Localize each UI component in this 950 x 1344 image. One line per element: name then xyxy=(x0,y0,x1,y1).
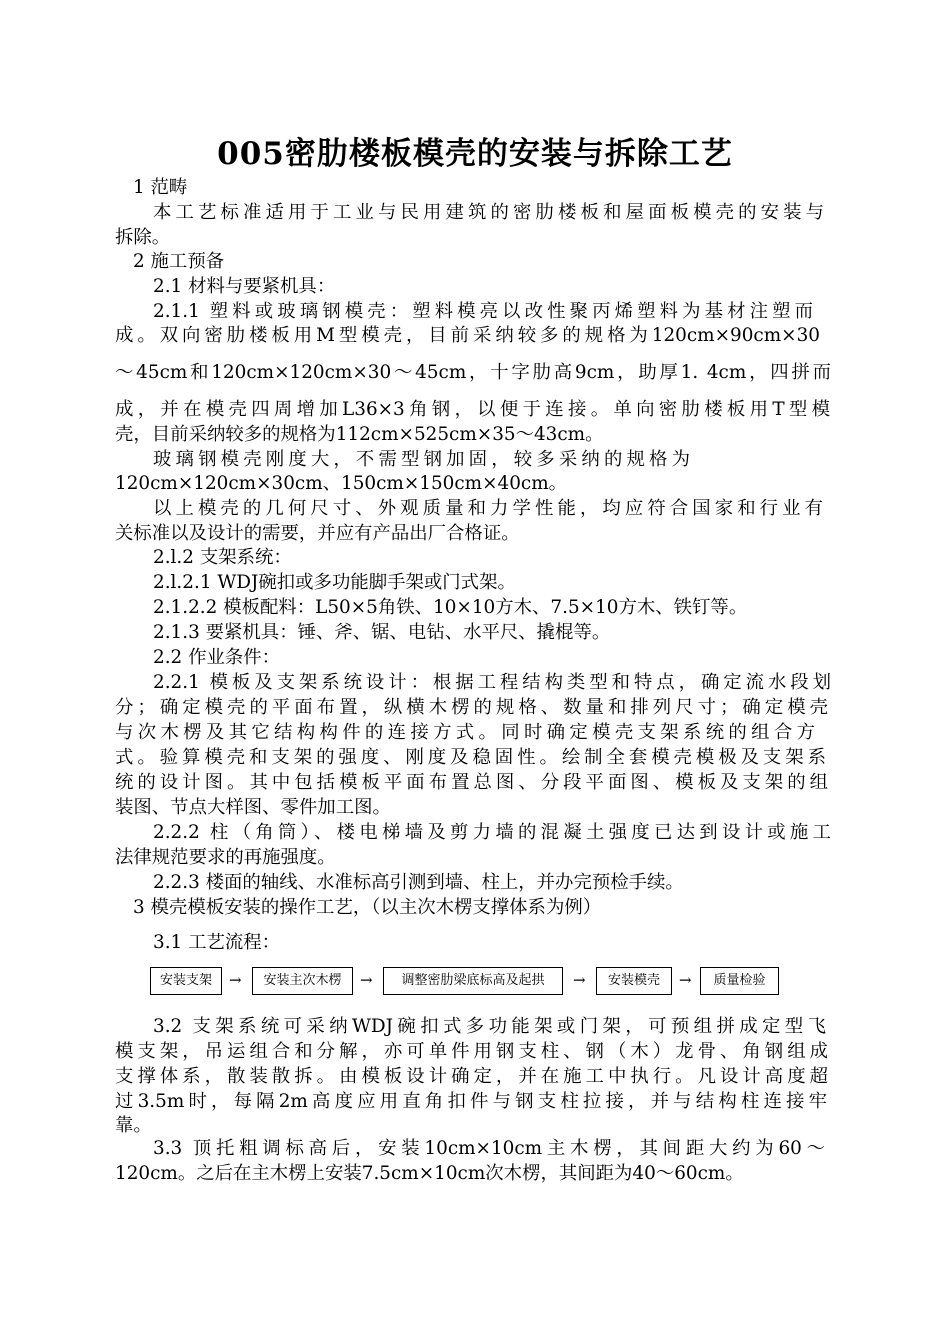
flow-step-install-formwork: 安装模壳 xyxy=(596,967,672,995)
paragraph-line: 成。双向密肋楼板用M型模壳，目前采纳较多的规格为120cm×90cm×30 xyxy=(115,325,820,346)
paragraph-line: 以上模壳的几何尺寸、外观质量和力学性能，均应符合国家和行业有 xyxy=(153,498,823,519)
flow-step-adjust-beam-elevation: 调整密肋梁底标高及起拱 xyxy=(383,967,563,995)
paragraph-line: 2.2.2 柱（角筒）、楼电梯墙及剪力墙的混凝土强度已达到设计或施工 xyxy=(153,822,831,843)
paragraph-line: 本工艺标准适用于工业与民用建筑的密肋楼板和屋面板模壳的安装与 xyxy=(153,202,824,223)
heading-1-scope: 1 范畴 xyxy=(133,177,188,198)
paragraph-line: 关标准以及设计的需要，并应有产品出厂合格证。 xyxy=(115,523,520,544)
flow-step-install-joists: 安装主次木楞 xyxy=(252,967,353,995)
heading-3-process: 3 模壳模板安装的操作工艺，（以主次木楞支撑体系为例） xyxy=(133,897,602,918)
paragraph-line: 3.2 支架系统可采纳WDJ碗扣式多功能架或门架，可预组拼成定型飞 xyxy=(153,1016,826,1037)
paragraph-line: 2.2.1 模板及支架系统设计：根据工程结构类型和特点，确定流水段划 xyxy=(153,672,831,693)
paragraph-line: 过3.5m时，每隔2m高度应用直角扣件与钢支柱拉接，并与结构柱连接牢 xyxy=(115,1091,827,1112)
paragraph-line: 2.1.1 塑料或玻璃钢模壳：塑料模亮以改性聚丙烯塑料为基材注塑而 xyxy=(153,301,813,322)
subheading-2-2: 2.2 作业条件： xyxy=(153,647,281,668)
flow-step-quality-inspection: 质量检验 xyxy=(700,967,779,995)
process-flowchart xyxy=(150,967,790,997)
subheading-2-1-2: 2.l.2 支架系统： xyxy=(153,547,292,568)
flow-arrow-icon: → xyxy=(360,971,373,989)
paragraph-line: 统的设计图。其中包括模板平面布置总图、分段平面图、模板及支架的组 xyxy=(115,772,828,793)
paragraph-line: 壳，目前采纳较多的规格为112cm×525cm×35～43cm。 xyxy=(115,424,604,445)
flow-arrow-icon: → xyxy=(229,971,242,989)
paragraph-line: 拆除。 xyxy=(115,227,171,248)
paragraph-line: 玻璃钢模壳刚度大，不需型钢加固，较多采纳的规格为 xyxy=(153,449,690,470)
paragraph-line: 2.2.3 楼面的轴线、水准标高引测到墙、柱上，并办完预检手续。 xyxy=(153,872,684,893)
paragraph-line: 分；确定模壳的平面布置，纵横木楞的规格、数量和排列尺寸；确定模壳 xyxy=(115,697,828,718)
paragraph-line: 与次木楞及其它结构构件的连接方式。同时确定模壳支架系统的组合方 xyxy=(115,722,815,743)
subheading-2-1: 2.1 材料与要紧机具： xyxy=(153,276,336,297)
paragraph-line: ～45cm和120cm×120cm×30～45cm，十字肋高9cm，助厚1. 4cm，四拼而 xyxy=(115,362,831,383)
flow-arrow-icon: → xyxy=(573,971,586,989)
paragraph-line: 3.3 顶托粗调标高后，安装10cm×10cm主木楞，其间距大约为60～ xyxy=(153,1138,825,1159)
paragraph-line: 式。验算模壳和支架的强度、刚度及稳固性。绘制全套模壳模极及支架系 xyxy=(115,747,826,768)
document-title: 005密肋楼板模壳的安装与拆除工艺 xyxy=(217,136,733,172)
paragraph-line: 支撑体系，散装散拆。由模板设计确定，并在施工中执行。凡设计高度超 xyxy=(115,1066,828,1087)
flow-arrow-icon: → xyxy=(679,971,692,989)
paragraph-line: 2.1.2.2 模板配料：L50×5角铁、10×10方木、7.5×10方木、铁钉等。 xyxy=(153,597,748,618)
paragraph-line: 法律规范要求的再施强度。 xyxy=(115,847,336,868)
paragraph-line: 2.1.3 要紧机具：锤、斧、锯、电钻、水平尺、撬棍等。 xyxy=(153,622,611,643)
paragraph-line: 成，并在模壳四周增加L36×3角钢，以便于连接。单向密肋楼板用T型模 xyxy=(115,399,830,420)
paragraph-line: 靠。 xyxy=(115,1115,152,1136)
paragraph-line: 120cm。之后在主木楞上安装7.5cm×10cm次木楞，其间距为40～60cm。 xyxy=(115,1163,744,1184)
paragraph-line: 120cm×120cm×30cm、150cm×150cm×40cm。 xyxy=(115,473,568,494)
paragraph-line: 装图、节点大样图、零件加工图。 xyxy=(115,797,391,818)
paragraph-line: 2.l.2.1 WDJ碗扣或多功能脚手架或门式架。 xyxy=(153,572,516,593)
subheading-3-1: 3.1 工艺流程： xyxy=(153,932,281,953)
paragraph-line: 模支架，吊运组合和分解，亦可单件用钢支柱、钢（木）龙骨、角钢组成 xyxy=(115,1041,828,1062)
flow-step-install-support: 安装支架 xyxy=(150,967,222,995)
heading-2-preparation: 2 施工预备 xyxy=(133,251,225,272)
